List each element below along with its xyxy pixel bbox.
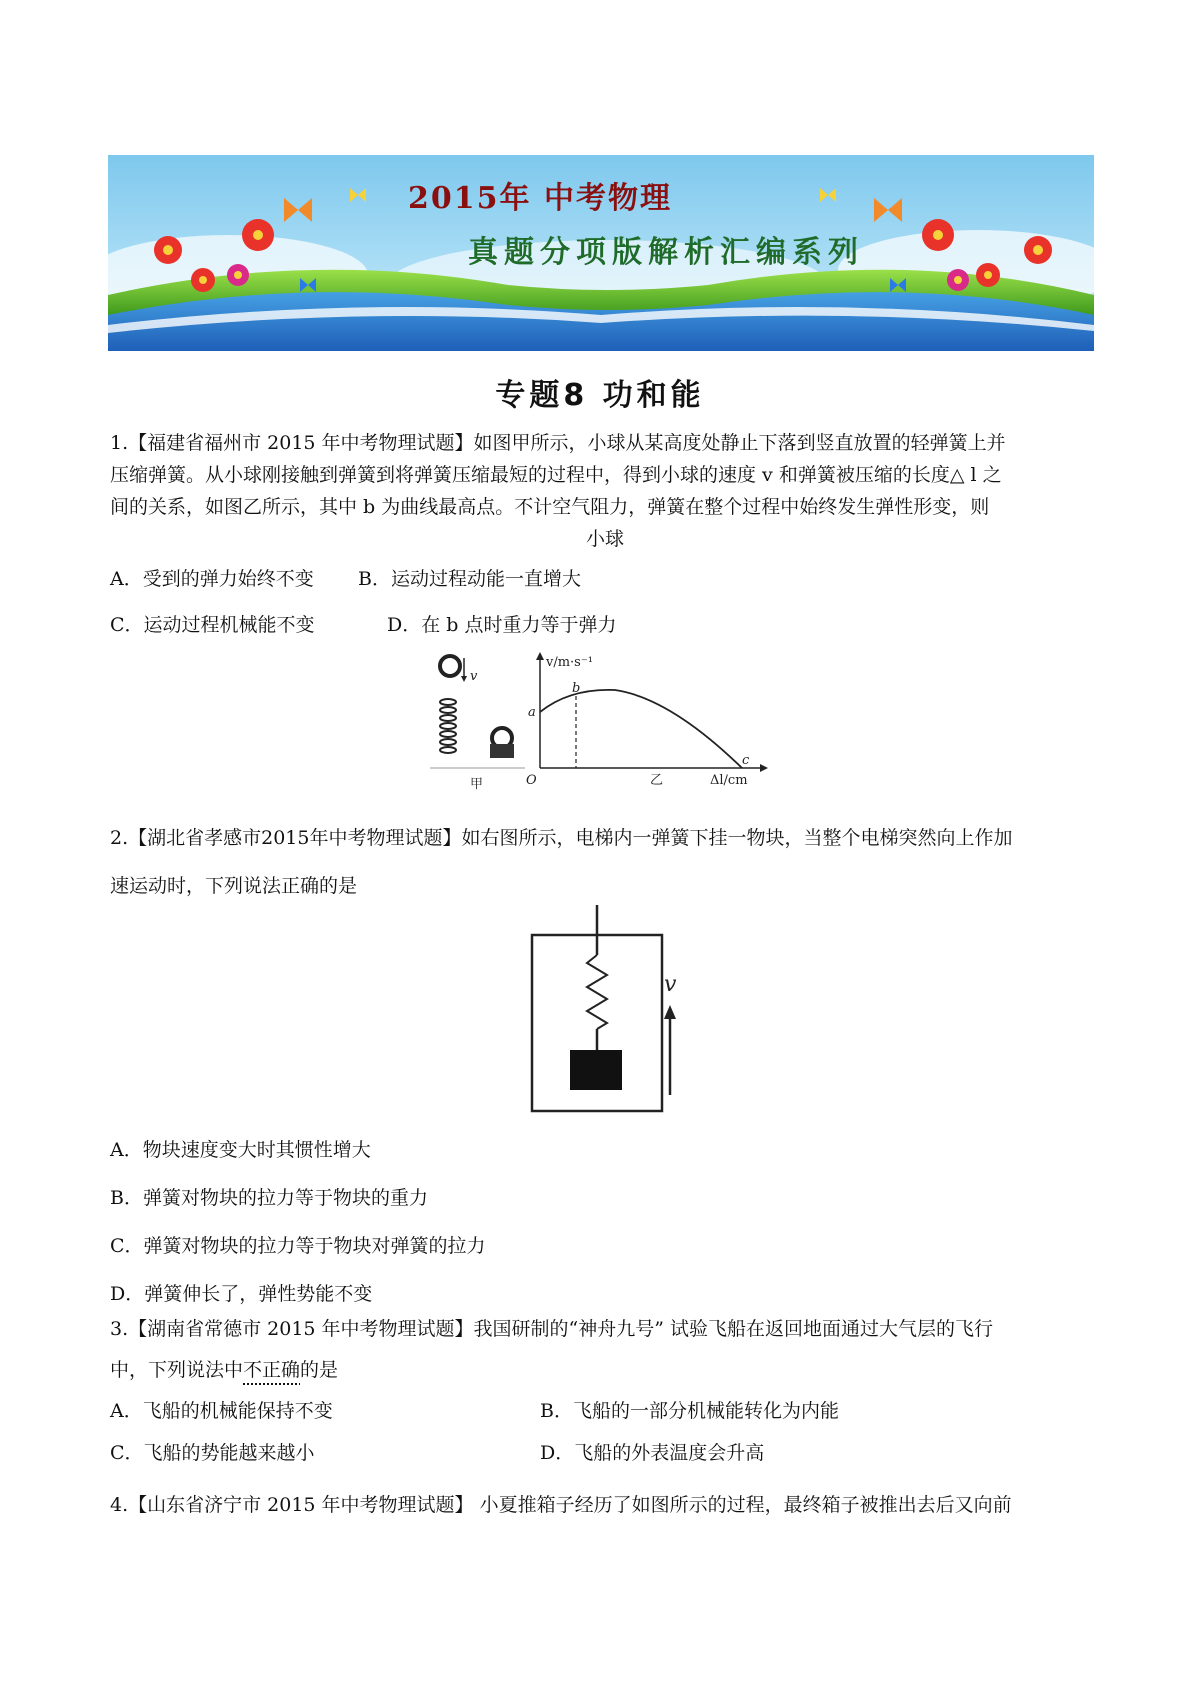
q1-option-b: B．运动过程动能一直增大 [358,568,581,590]
q2-text-line: 2.【湖北省孝感市2015年中考物理试题】如右图所示，电梯内一弹簧下挂一物块，当整个电梯突然向上作加 [110,827,1013,849]
q1-text-line: 压缩弹簧。从小球刚接触到弹簧到将弹簧压缩最短的过程中，得到小球的速度 v 和弹簧被压缩的长度△ l 之 [110,464,1002,486]
banner-title: 2015年 中考物理 [408,181,672,216]
q1-fig-jia-label: 甲 [470,777,484,790]
q3-emphasis: 不正确 [243,1359,301,1381]
q2-figure [520,905,690,1115]
q1-fig-point-a: a [528,705,536,720]
ball-icon [440,656,460,676]
q1-option-c: C．运动过程机械能不变 [110,614,315,636]
q3-option-d: D．飞船的外表温度会升高 [540,1442,765,1464]
q1-fig-origin: O [526,773,537,788]
q3-text-pre: 中，下列说法中 [110,1359,244,1381]
q1-text-line: 间的关系，如图乙所示，其中 b 为曲线最高点。不计空气阻力，弹簧在整个过程中始终发生弹性形变，则 [110,496,990,518]
q3-option-c: C．飞船的势能越来越小 [110,1442,315,1464]
q1-text-line: 小球 [585,528,624,550]
q1-fig-xlabel: Δl/cm [710,773,748,788]
q2-text-line: 速运动时，下列说法正确的是 [110,875,358,897]
q3-text-line: 3.【湖南省常德市 2015 年中考物理试题】我国研制的“神舟九号” 试验飞船在返回地面通过大气层的飞行 [110,1318,994,1340]
q1-fig-yi-label: 乙 [650,773,664,788]
block-icon [570,1050,622,1090]
banner-subtitle: 真题分项版解析汇编系列 [468,235,864,270]
spring-icon [440,699,456,753]
q1-figure [430,650,790,790]
page-title: 专题8 功和能 [495,378,705,413]
q1-fig-ylabel: v/m·s⁻¹ [546,655,593,670]
q1-option-a: A．受到的弹力始终不变 [110,568,314,590]
q1-text-line: 1.【福建省福州市 2015 年中考物理试题】如图甲所示，小球从某高度处静止下落到竖直放置的轻弹簧上并 [110,432,1006,454]
q2-option-a: A．物块速度变大时其惯性增大 [110,1139,371,1161]
q1-fig-curve [540,690,742,768]
q2-option-c: C．弹簧对物块的拉力等于物块对弹簧的拉力 [110,1235,486,1257]
q3-text-post: 的是 [300,1359,339,1381]
header-banner [108,155,1094,351]
q1-fig-v-label: v [470,669,478,684]
q2-option-b: B．弹簧对物块的拉力等于物块的重力 [110,1187,428,1209]
q4-text-line: 4.【山东省济宁市 2015 年中考物理试题】 小夏推箱子经历了如图所示的过程，最终箱子被推出去后又向前 [110,1494,1012,1516]
q2-fig-v-label: v [664,972,677,997]
q3-option-a: A．飞船的机械能保持不变 [110,1400,333,1422]
spring-icon [587,955,607,1029]
q3-option-b: B．飞船的一部分机械能转化为内能 [540,1400,839,1422]
q2-option-d: D．弹簧伸长了，弹性势能不变 [110,1283,373,1305]
q3-text-line [110,1357,1100,1383]
q1-fig-point-b: b [572,681,581,696]
q1-option-d: D．在 b 点时重力等于弹力 [387,614,617,636]
q1-fig-point-c: c [742,753,750,768]
